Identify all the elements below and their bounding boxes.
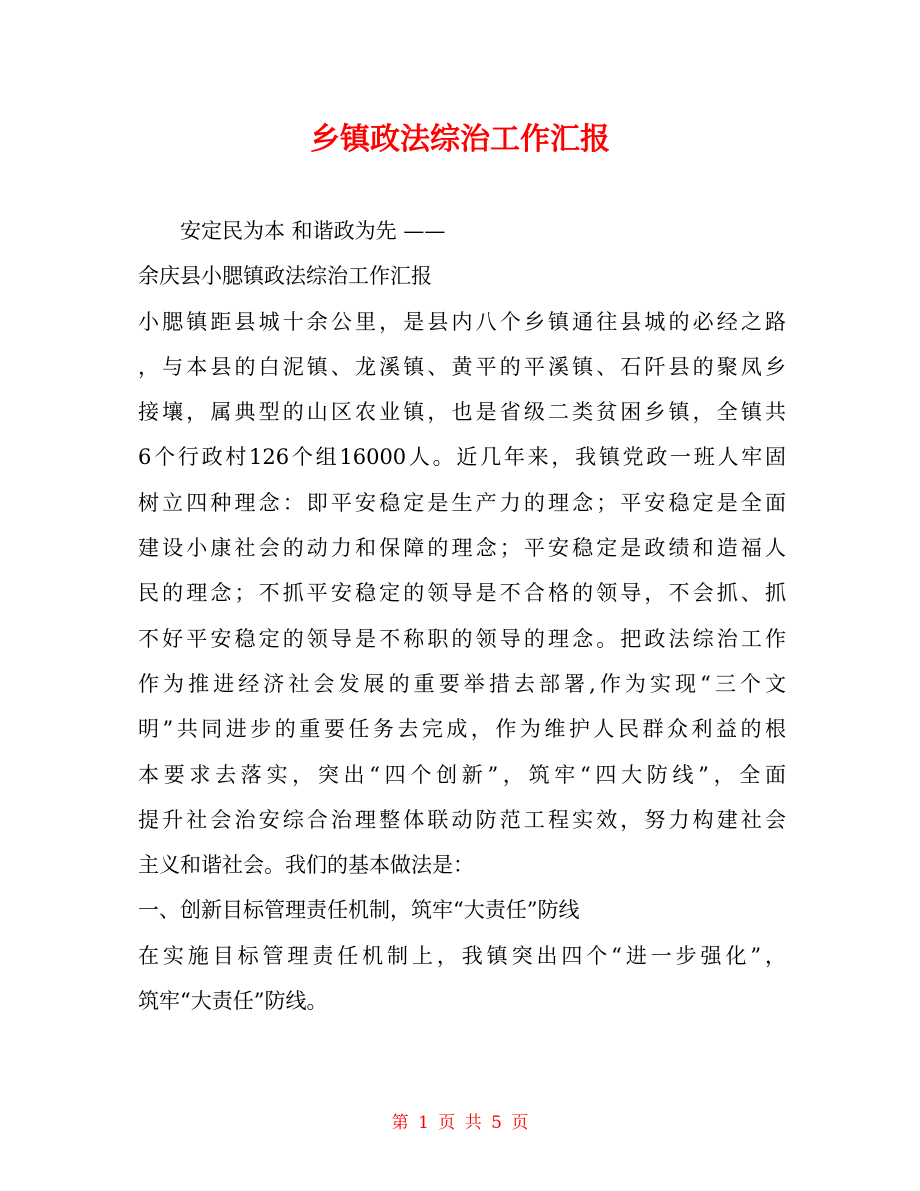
paragraph-line: 主义和谐社会。我们的基本做法是： xyxy=(138,853,474,878)
paragraph-line: 本要求去落实，突出“四个创新”，筑牢“四大防线”，全面 xyxy=(138,762,786,787)
paragraph-line: 6个行政村126个组16000人。近几年来，我镇党政一班人牢固 xyxy=(138,445,786,470)
document-title: 乡镇政法综治工作汇报 xyxy=(310,122,610,157)
paragraph-line: 作为推进经济社会发展的重要举措去部署,作为实现“三个文 xyxy=(138,671,786,696)
paragraph-line: ，与本县的白泥镇、龙溪镇、黄平的平溪镇、石阡县的聚凤乡 xyxy=(138,354,786,379)
paragraph-line: 民的理念；不抓平安稳定的领导是不合格的领导，不会抓、抓 xyxy=(138,581,786,606)
page-number-footer: 第 1 页 共 5 页 xyxy=(391,1113,529,1133)
paragraph-line: 筑牢“大责任”防线。 xyxy=(138,989,328,1014)
section-heading: 一、创新目标管理责任机制，筑牢“大责任”防线 xyxy=(138,898,580,923)
paragraph-line: 树立四种理念：即平安稳定是生产力的理念；平安稳定是全面 xyxy=(138,490,786,515)
subtitle-line-2: 余庆县小腮镇政法综治工作汇报 xyxy=(138,264,432,289)
paragraph-line: 不好平安稳定的领导是不称职的领导的理念。把政法综治工作 xyxy=(138,626,786,651)
document-body xyxy=(138,209,786,1024)
paragraph-line: 建设小康社会的动力和保障的理念；平安稳定是政绩和造福人 xyxy=(138,536,786,561)
paragraph-line: 提升社会治安综合治理整体联动防范工程实效，努力构建社会 xyxy=(138,807,786,832)
paragraph-line: 在实施目标管理责任机制上，我镇突出四个“进一步强化”， xyxy=(138,943,786,968)
paragraph-line: 小腮镇距县城十余公里，是县内八个乡镇通往县城的必经之路 xyxy=(138,309,786,334)
paragraph-line: 明”共同进步的重要任务去完成，作为维护人民群众利益的根 xyxy=(138,717,786,742)
paragraph-line: 接壤，属典型的山区农业镇，也是省级二类贫困乡镇，全镇共 xyxy=(138,400,786,425)
subtitle-line: 安定民为本 和谐政为先 —— xyxy=(180,219,446,243)
